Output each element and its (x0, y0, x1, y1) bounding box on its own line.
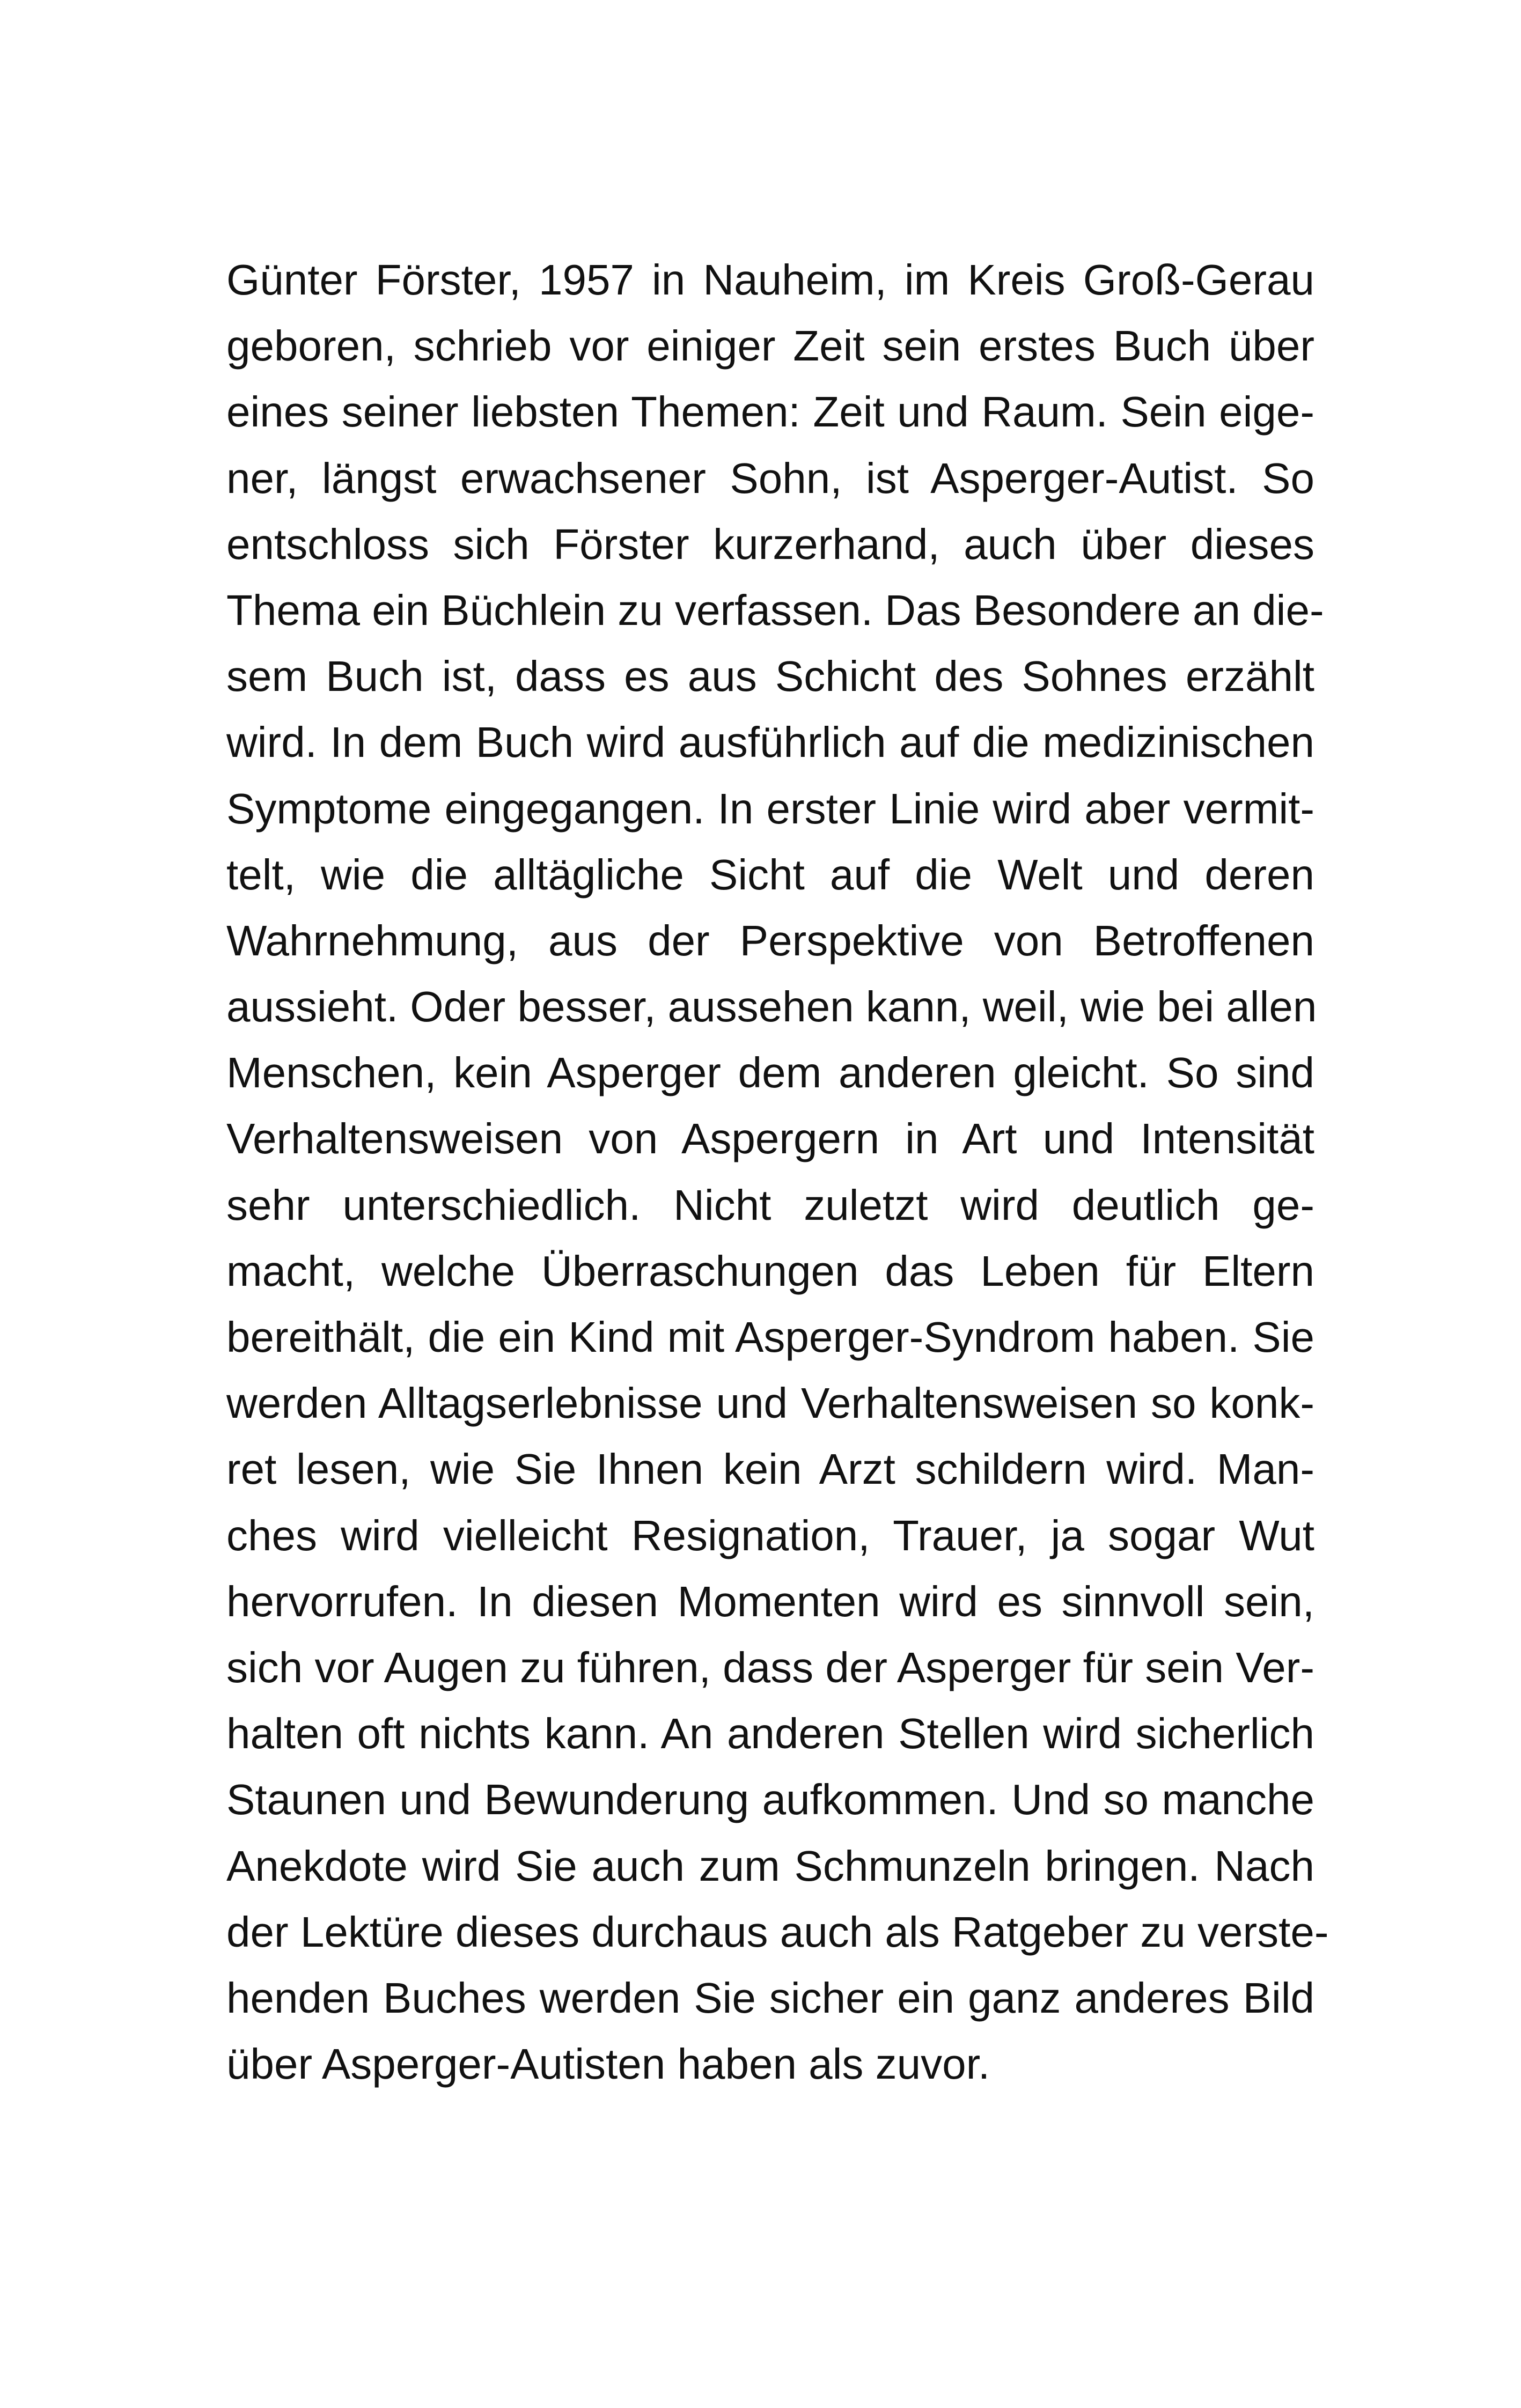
text-line: macht, welche Überraschungen das Leben für Eltern (226, 1247, 1314, 1295)
text-line: Anekdote wird Sie auch zum Schmunzeln bringen. Nach (226, 1842, 1314, 1890)
text-line: eines seiner liebsten Themen: Zeit und Raum. Sein eige- (226, 388, 1314, 436)
text-line: halten oft nichts kann. An anderen Stellen wird sicherlich (226, 1710, 1314, 1758)
text-line: ret lesen, wie Sie Ihnen kein Arzt schildern wird. Man- (226, 1445, 1314, 1493)
text-line: Menschen, kein Asperger dem anderen gleicht. So sind (226, 1049, 1314, 1097)
text-line: henden Buches werden Sie sicher ein ganz anderes Bild (226, 1973, 1314, 2022)
text-line: Verhaltensweisen von Aspergern in Art und Intensität (226, 1115, 1314, 1163)
text-line: sich vor Augen zu führen, dass der Asperger für sein Ver- (226, 1643, 1314, 1691)
text-line: sem Buch ist, dass es aus Schicht des Sohnes erzählt (226, 652, 1314, 701)
text-line: geboren, schrieb vor einiger Zeit sein erstes Buch über (226, 322, 1314, 370)
text-line: Günter Förster, 1957 in Nauheim, im Kreis Groß-Gerau (226, 256, 1314, 304)
text-line: Wahrnehmung, aus der Perspektive von Betroffenen (226, 916, 1314, 964)
text-line: sehr unterschiedlich. Nicht zuletzt wird deutlich ge- (226, 1181, 1314, 1229)
text-line: ner, längst erwachsener Sohn, ist Asperger-Autist. So (226, 454, 1314, 502)
text-line: Staunen und Bewunderung aufkommen. Und so manche (226, 1776, 1314, 1824)
text-line: wird. In dem Buch wird ausführlich auf die medizinischen (226, 718, 1314, 767)
body-paragraph (226, 247, 1329, 2097)
text-line: telt, wie die alltägliche Sicht auf die Welt und deren (226, 850, 1314, 899)
text-line: entschloss sich Förster kurzerhand, auch über dieses (226, 520, 1314, 568)
text-line: ches wird vielleicht Resignation, Trauer, ja sogar Wut (226, 1511, 1314, 1559)
text-line: Symptome eingegangen. In erster Linie wird aber vermit- (226, 784, 1314, 833)
text-line: bereithält, die ein Kind mit Asperger-Syndrom haben. Sie (226, 1313, 1314, 1361)
text-line: über Asperger-Autisten haben als zuvor. (226, 2040, 990, 2088)
text-line: hervorrufen. In diesen Momenten wird es sinnvoll sein, (226, 1577, 1314, 1625)
text-line: Thema ein Büchlein zu verfassen. Das Besondere an die- (226, 586, 1324, 634)
text-line: aussieht. Oder besser, aussehen kann, weil, wie bei allen (226, 983, 1317, 1031)
text-line: werden Alltagserlebnisse und Verhaltensweisen so konk- (226, 1379, 1314, 1427)
text-line: der Lektüre dieses durchaus auch als Ratgeber zu verste- (226, 1908, 1329, 1956)
